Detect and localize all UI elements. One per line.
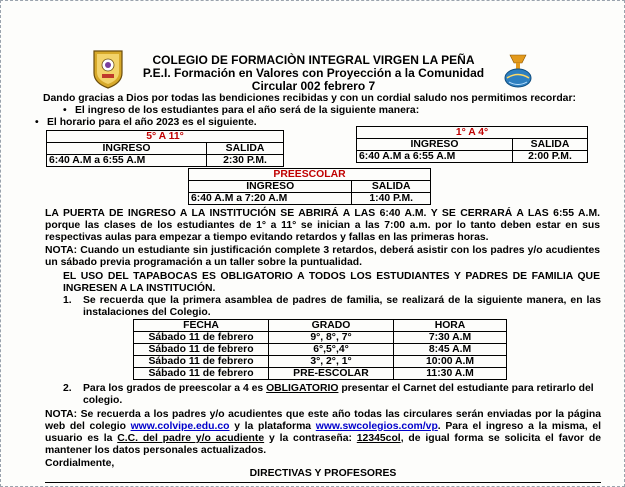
schedule-5-11-ingreso: 6:40 A.M a 6:55 A.M xyxy=(47,155,207,167)
nota-final xyxy=(45,409,601,457)
schedule-1-4-title: 1° A 4° xyxy=(357,127,588,139)
bullet-dot-icon: • xyxy=(35,117,39,128)
assembly-grado-cell: 6°,5°,4° xyxy=(269,344,394,356)
item-2-text xyxy=(83,383,601,407)
nota-final-part-3: . Para el ingreso a la misma, el usuario es la xyxy=(45,421,601,444)
pei-line: P.E.I. Formación en Valores con Proyección a la Comunidad xyxy=(142,66,485,80)
schedule-1-4-header-salida: SALIDA xyxy=(512,139,587,151)
assembly-fecha-cell: Sábado 11 de febrero xyxy=(134,344,269,356)
circular-number: Circular 002 febrero 7 xyxy=(251,79,376,93)
lamp-globe-logo-icon xyxy=(501,51,535,91)
schedule-5-11-salida: 2:30 P.M. xyxy=(207,155,284,167)
assembly-header-hora: HORA xyxy=(394,320,507,332)
schedule-preescolar-table xyxy=(188,168,431,205)
schedule-1-4-ingreso: 6:40 A.M a 6:55 A.M xyxy=(357,151,513,163)
nota-final-part-5: , de igual forma se solicita el favor de mantener los datos personales actualizados. xyxy=(45,433,601,456)
assembly-grado-cell: 3°, 2°, 1° xyxy=(269,356,394,368)
bullet-1-text: El ingreso de los estudiantes para el año será de la siguiente manera: xyxy=(75,105,420,116)
schedule-1-4-salida: 2:00 P.M. xyxy=(512,151,587,163)
assembly-grado-cell: PRE-ESCOLAR xyxy=(269,368,394,380)
bullet-dot-icon: • xyxy=(63,105,67,116)
item-2-text-after: presentar el Carnet del estudiante para retirarlo del colegio. xyxy=(83,383,594,406)
obligatorio-word: OBLIGATORIO xyxy=(266,383,339,394)
table-row xyxy=(134,356,507,368)
school-shield-logo-icon xyxy=(92,49,124,89)
assembly-grado-cell: 9°, 8°, 7° xyxy=(269,332,394,344)
nota-retardos: NOTA: Cuando un estudiante sin justificación complete 3 retardos, deberá asistir con los padres y/o acudientes un sábado previa programación a un taller sobre la puntualidad. xyxy=(45,245,600,268)
swcolegios-link[interactable]: www.swcolegios.com/vp xyxy=(315,421,438,432)
schedule-5-11-title: 5° A 11° xyxy=(47,131,284,143)
assembly-hora-cell: 10:00 A.M xyxy=(394,356,507,368)
assembly-header-grado: GRADO xyxy=(269,320,394,332)
intro-text: Dando gracias a Dios por todas las bendiciones recibidas y con un cordial saludo nos permitimos recordar: xyxy=(43,93,576,104)
assembly-fecha-cell: Sábado 11 de febrero xyxy=(134,368,269,380)
schedule-5-11-table xyxy=(46,130,284,167)
schedule-preescolar-header-ingreso: INGRESO xyxy=(189,181,352,193)
schedule-preescolar-ingreso: 6:40 A.M a 7:20 A.M xyxy=(189,193,352,205)
table-row xyxy=(134,332,507,344)
nota-final-part-2: y la plataforma xyxy=(229,421,316,432)
door-paragraph: LA PUERTA DE INGRESO A LA INSTITUCIÓN SE ABRIRÁ A LAS 6:40 A.M. Y SE CERRARÁ A LAS 6:55 A.M. porque las clases de los estudiantes de 1° a 11° se inician a las 7:00 a.m. por lo tanto deben estar en sus respectivas aulas para empezar a tiempo evitando retardos y fallas en las primeras horas. xyxy=(45,208,600,243)
assembly-header-fecha: FECHA xyxy=(134,320,269,332)
schedule-preescolar-header-salida: SALIDA xyxy=(352,181,431,193)
schedule-preescolar-title: PREESCOLAR xyxy=(189,169,431,181)
colvipe-link[interactable]: www.colvipe.edu.co xyxy=(130,421,230,432)
schedule-1-4-table xyxy=(356,126,588,163)
schedule-5-11-header-ingreso: INGRESO xyxy=(47,143,207,155)
assembly-hora-cell: 8:45 A.M xyxy=(394,344,507,356)
nota-final-part-1: NOTA: Se recuerda a los padres y/o acudientes que este año todas las circulares serán enviadas por la página web del colegio xyxy=(45,409,601,432)
item-1-number: 1. xyxy=(63,295,72,306)
tapabocas-notice: EL USO DEL TAPABOCAS ES OBLIGATORIO A TODOS LOS ESTUDIANTES Y PADRES DE FAMILIA QUE INGRESEN A LA INSTITUCIÓN. xyxy=(63,271,600,294)
item-2-text-before: Para los grados de preescolar a 4 es xyxy=(83,383,267,394)
school-name: COLEGIO DE FORMACIÒN INTEGRAL VIRGEN LA PEÑA xyxy=(152,53,475,67)
password-credential: 12345col xyxy=(356,433,401,444)
schedule-preescolar-salida: 1:40 P.M. xyxy=(352,193,431,205)
schedule-1-4-header-ingreso: INGRESO xyxy=(357,139,513,151)
assembly-hora-cell: 11:30 A.M xyxy=(394,368,507,380)
assembly-table xyxy=(133,319,507,380)
table-row xyxy=(134,344,507,356)
bullet-1 xyxy=(63,105,603,117)
closing: Cordialmente, xyxy=(45,458,115,469)
assembly-fecha-cell: Sábado 11 de febrero xyxy=(134,356,269,368)
assembly-fecha-cell: Sábado 11 de febrero xyxy=(134,332,269,344)
signature: DIRECTIVAS Y PROFESORES xyxy=(249,468,397,479)
user-credential: C.C. del padre y/o acudiente xyxy=(117,433,265,444)
signature-line xyxy=(45,482,601,483)
item-2-number: 2. xyxy=(63,383,72,394)
item-1-text: Se recuerda que la primera asamblea de padres de familia, se realizará de la siguiente manera, en las instalaciones del Colegio. xyxy=(83,295,601,318)
schedule-5-11-header-salida: SALIDA xyxy=(207,143,284,155)
nota-final-part-4: y la contraseña: xyxy=(264,433,357,444)
bullet-2-text: El horario para el año 2023 es el siguiente. xyxy=(47,117,257,128)
table-row xyxy=(134,368,507,380)
assembly-hora-cell: 7:30 A.M xyxy=(394,332,507,344)
